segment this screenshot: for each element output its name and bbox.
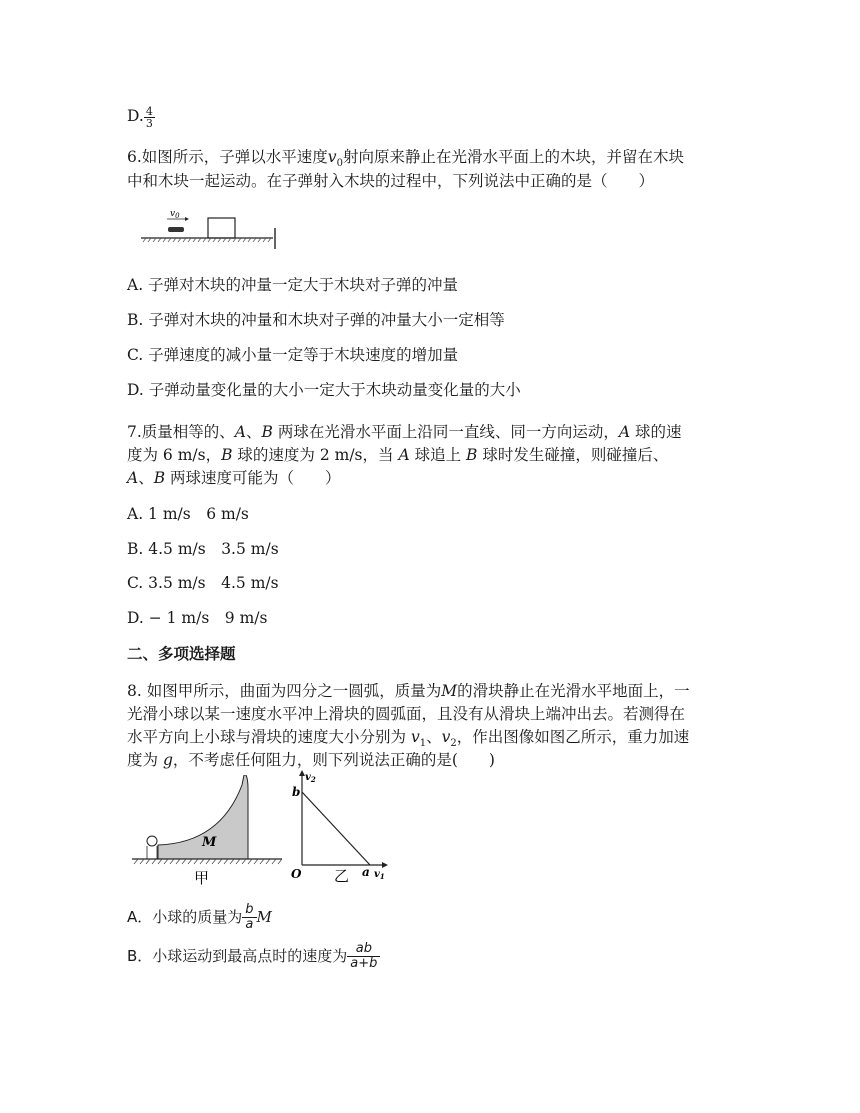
q8-text: ，作出图像如图乙所示，重力加速 xyxy=(456,728,690,746)
q7-stem-line-2 xyxy=(127,444,668,466)
q5-option-d-fraction xyxy=(144,106,155,129)
q7-option-b: B. 4.5 m/s 3.5 m/s xyxy=(127,540,279,558)
q8-text: 度为 xyxy=(127,751,163,769)
q7-text: 球的速 xyxy=(630,423,682,441)
q8-figure-yi-caption: 乙 xyxy=(334,867,350,885)
q8-figure-yi xyxy=(288,770,398,885)
q8-graph-line xyxy=(302,792,370,865)
q6-bullet xyxy=(168,227,184,232)
q7-text: 球的速度为 2 m/s，当 xyxy=(232,446,399,464)
q8-v1-subscript: 1 xyxy=(419,738,427,750)
q8-option-a xyxy=(127,903,272,932)
q6-wood-block xyxy=(208,218,235,238)
q7-text: 、 xyxy=(138,469,154,487)
q7-text: 球追上 xyxy=(409,446,466,464)
fraction-numerator: 4 xyxy=(145,104,153,118)
fraction-denominator: a+b xyxy=(350,956,378,971)
q6-bullet-block-figure xyxy=(137,205,282,250)
q7-ball-b: B xyxy=(221,446,233,464)
q8-v1-symbol: v xyxy=(410,728,420,746)
q5-option-d xyxy=(127,105,155,129)
q7-ball-b: B xyxy=(261,423,273,441)
fraction-numerator: ab xyxy=(347,942,380,957)
section-heading-multiple-choice: 二、多项选择题 xyxy=(127,644,236,663)
fraction-numerator: b xyxy=(242,903,256,918)
q8-x-intercept-label: a xyxy=(362,865,370,879)
q8-ground-hatch xyxy=(134,859,282,864)
q7-text: 7.质量相等的、 xyxy=(127,423,235,441)
q7-text: 两球速度可能为（ ） xyxy=(165,469,341,487)
q7-ball-a: A xyxy=(234,423,246,441)
q8-stem-line-1 xyxy=(127,680,690,702)
q6-stem-line-2: 中和木块一起运动。在子弹射入木块的过程中，下列说法中正确的是（ ） xyxy=(127,172,655,190)
q7-text: 度为 6 m/s， xyxy=(127,446,222,464)
q7-ball-b: B xyxy=(466,446,478,464)
q8-x-axis-label: $v_1$ xyxy=(374,869,385,881)
q6-option-c: C. 子弹速度的减小量一定等于木块速度的增加量 xyxy=(127,346,459,364)
q6-arrow-head xyxy=(185,217,189,221)
q8-text: 的滑块静止在光滑水平地面上，一 xyxy=(457,682,690,700)
q7-text: 、 xyxy=(246,423,262,441)
q7-option-d: D. − 1 m/s 9 m/s xyxy=(127,609,268,627)
q8-option-b xyxy=(127,942,380,971)
q7-ball-a: A xyxy=(127,469,139,487)
q7-text: 两球在光滑水平面上沿同一直线、同一方向运动， xyxy=(272,423,619,441)
q7-option-a: A. 1 m/s 6 m/s xyxy=(127,505,249,523)
q8-text: ，不考虑任何阻力，则下列说法正确的是( ) xyxy=(172,751,495,769)
q5-option-d-label: D. xyxy=(127,107,144,125)
q7-ball-b: B xyxy=(153,469,166,487)
q8-ball xyxy=(147,836,157,846)
q8-mass-symbol: M xyxy=(256,908,272,926)
q8-text: 、 xyxy=(426,728,442,746)
q6-option-b: B. 子弹对木块的冲量和木块对子弹的冲量大小一定相等 xyxy=(127,311,505,329)
q7-ball-a: A xyxy=(398,446,410,464)
q8-v2-symbol: v xyxy=(441,728,451,746)
q6-text: 射向原来静止在光滑水平面上的木块，并留在木块 xyxy=(342,148,684,166)
fraction-denominator: 3 xyxy=(145,116,153,130)
q6-ground-hatch xyxy=(143,238,271,242)
q6-option-d: D. 子弹动量变化量的大小一定大于木块动量变化量的大小 xyxy=(127,381,521,399)
fraction-denominator: a xyxy=(245,917,254,932)
q7-ball-a: A xyxy=(618,423,631,441)
q8-text: 8. 如图甲所示，曲面为四分之一圆弧，质量为 xyxy=(127,682,442,700)
q8-text: 水平方向上小球与滑块的速度大小分别为 xyxy=(127,728,411,746)
q7-stem-line-1 xyxy=(127,421,681,443)
q6-velocity-symbol: v xyxy=(327,148,337,166)
q6-text: 6.如图所示，子弹以水平速度 xyxy=(127,148,328,166)
q8-y-intercept-label: b xyxy=(292,785,301,799)
q7-text: 球时发生碰撞，则碰撞后、 xyxy=(477,446,669,464)
q8-figure-jia xyxy=(130,775,285,885)
q8-option-b-fraction xyxy=(347,942,380,971)
q8-x-axis-arrow xyxy=(382,862,388,868)
q6-figure-v0-label: $v_0$ xyxy=(170,209,180,220)
q8-gravity-symbol: g xyxy=(162,751,173,769)
q8-origin-label: O xyxy=(291,867,302,881)
q6-option-a: A. 子弹对木块的冲量一定大于木块对子弹的冲量 xyxy=(127,276,459,294)
q8-figure-jia-caption: 甲 xyxy=(194,869,210,885)
q8-y-axis-label: $v_2$ xyxy=(305,772,316,784)
q8-stem-line-2: 光滑小球以某一速度水平冲上滑块的圆弧面，且没有从滑块上端冲出去。若测得在 xyxy=(127,705,686,723)
q7-option-c: C. 3.5 m/s 4.5 m/s xyxy=(127,574,279,592)
q8-v2-subscript: 2 xyxy=(450,738,457,750)
q8-figure-mass-label: M xyxy=(202,835,217,850)
q8-text: A．小球的质量为 xyxy=(127,908,243,926)
q8-text: B．小球运动到最高点时的速度为 xyxy=(127,947,348,965)
q8-option-a-fraction xyxy=(242,903,256,932)
q8-mass-symbol: M xyxy=(441,682,458,700)
q8-stem-line-4 xyxy=(127,749,495,771)
q7-stem-line-3 xyxy=(127,467,341,489)
q6-velocity-subscript: 0 xyxy=(336,158,343,170)
